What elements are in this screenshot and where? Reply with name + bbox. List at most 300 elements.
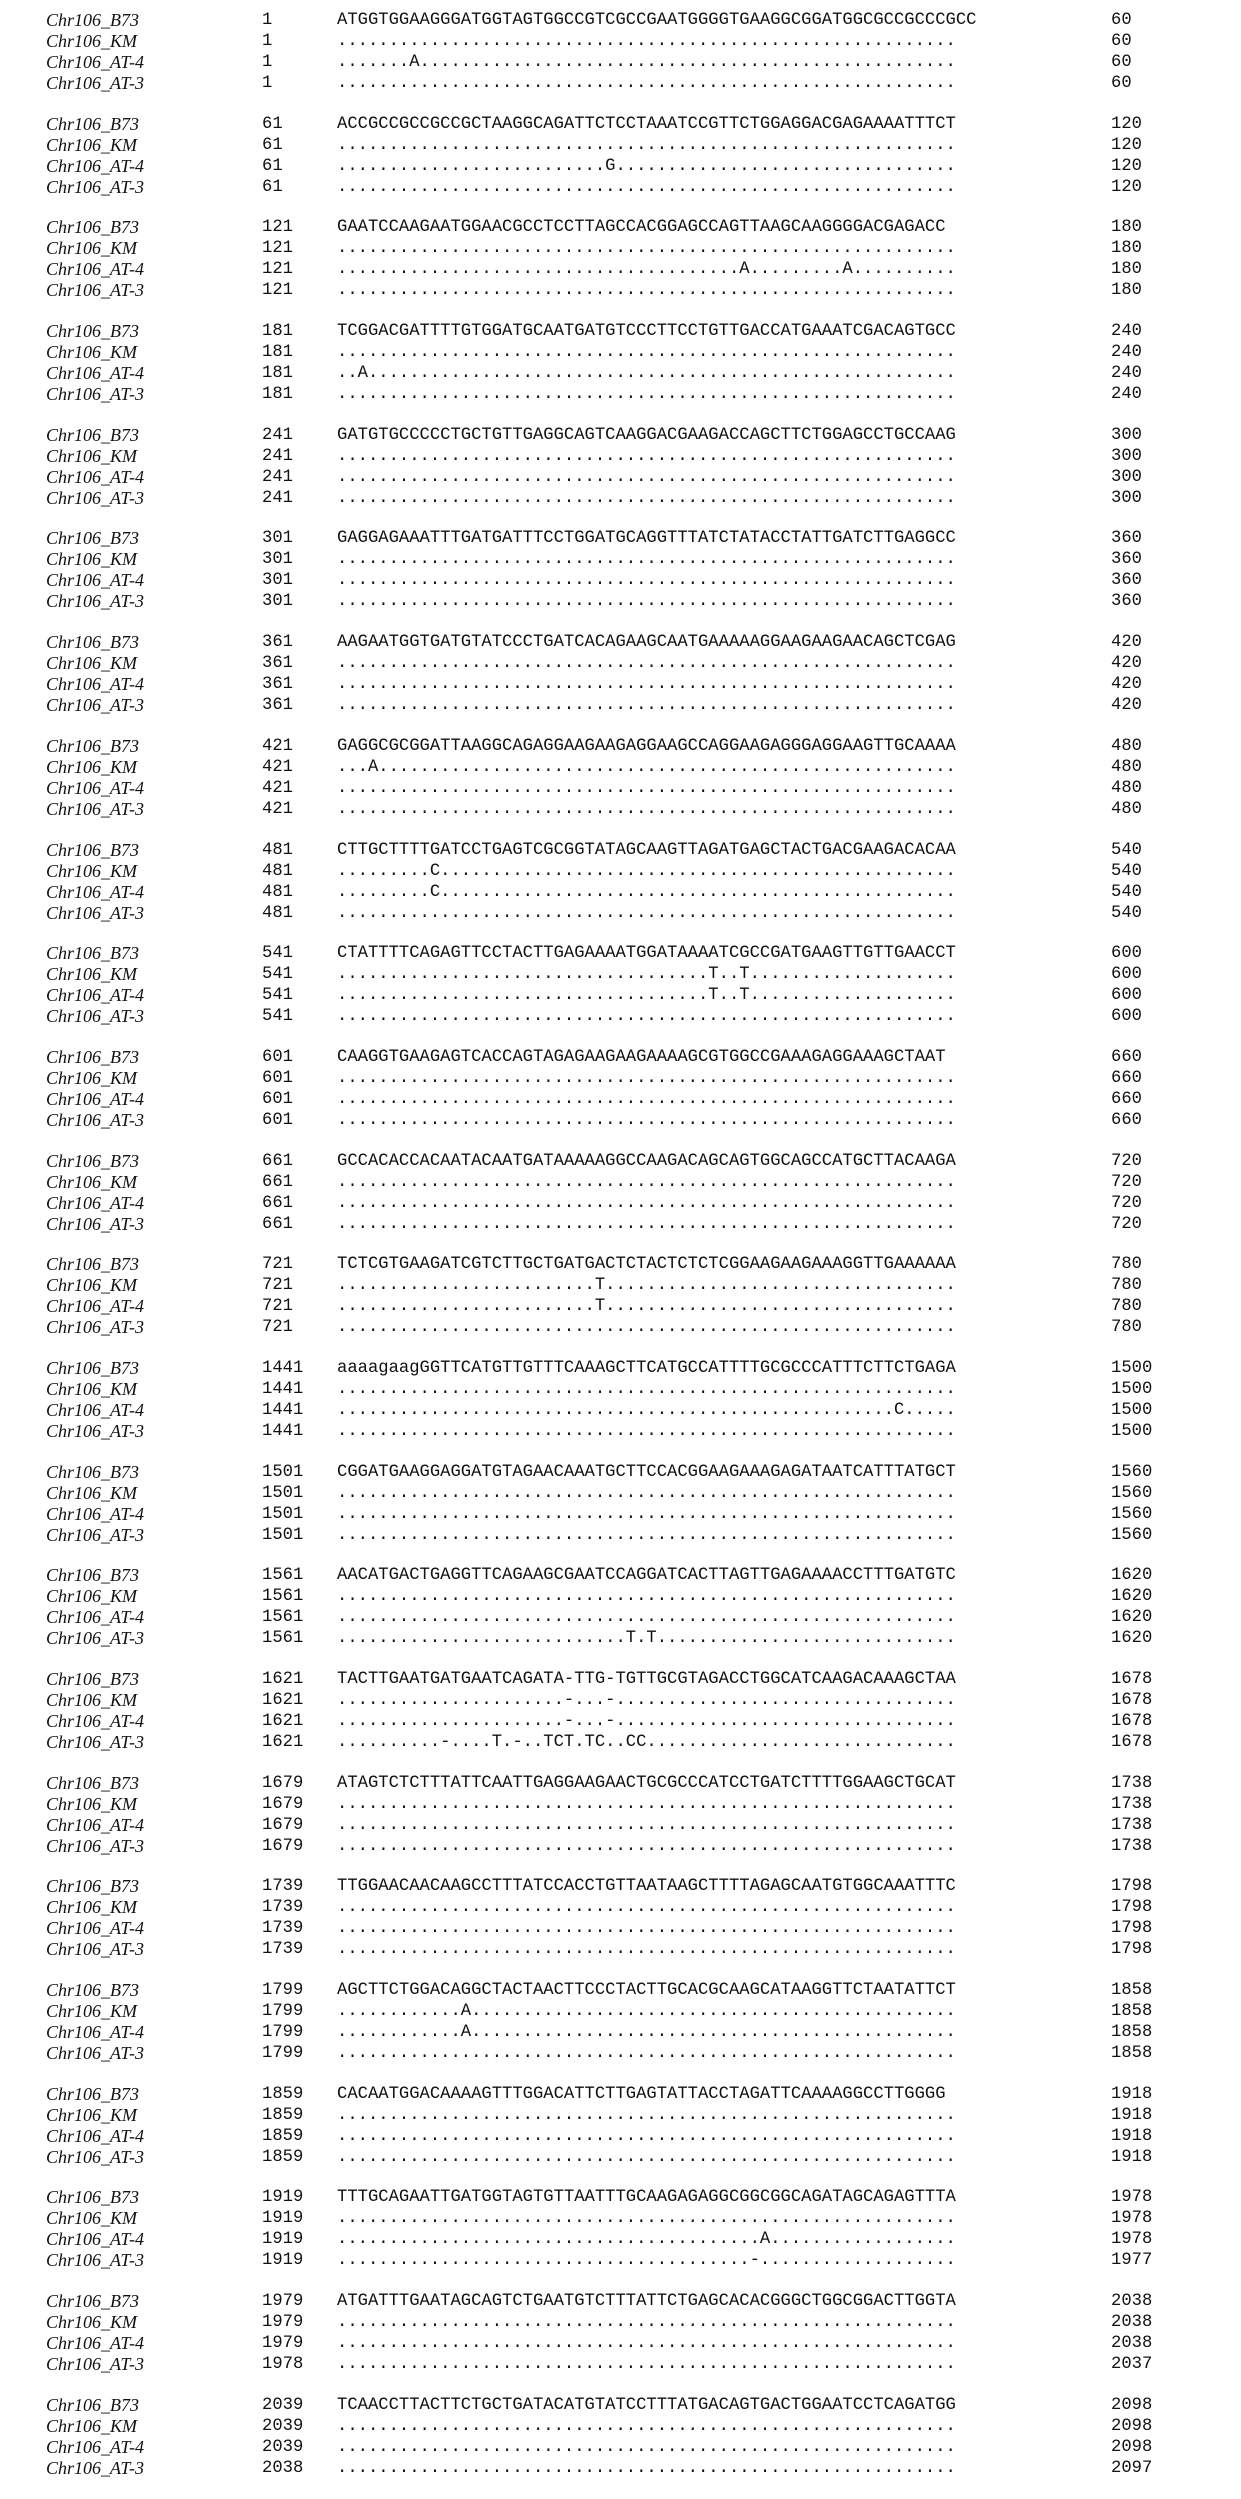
- sequence-string: GATGTGCCCCCTGCTGTTGAGGCAGTCAAGGACGAAGACCAGCTTCTGGAGCCTGCCAAG: [337, 425, 956, 445]
- sequence-name: Chr106_KM: [46, 653, 138, 674]
- end-position: 600: [1111, 944, 1142, 964]
- sequence-string: ATGGTGGAAGGGATGGTAGTGGCCGTCGCCGAATGGGGTGAAGGCGGATGGCGCCGCCCGCC: [337, 11, 977, 30]
- alignment-row: [46, 2001, 1226, 2022]
- start-position: 181: [262, 385, 293, 405]
- sequence-name: Chr106_KM: [46, 2208, 138, 2229]
- sequence-string: .........................................A..................: [337, 2230, 956, 2250]
- sequence-string: TCTCGTGAAGATCGTCTTGCTGATGACTCTACTCTCTCGGAAGAAGAAAGGTTGAAAAAA: [337, 1255, 956, 1275]
- sequence-string: ............................................................: [337, 1504, 956, 1524]
- end-position: 1858: [1111, 2002, 1153, 2022]
- sequence-string: ............................................................: [337, 2355, 956, 2375]
- sequence-name: Chr106_B73: [46, 2187, 140, 2208]
- sequence-name: Chr106_AT-3: [46, 384, 145, 405]
- start-position: 1679: [262, 1773, 304, 1793]
- alignment-row: [46, 736, 1226, 757]
- start-position: 1: [262, 32, 273, 51]
- alignment-row: [46, 1317, 1226, 1338]
- alignment-row: [46, 1897, 1226, 1918]
- sequence-string: ............................................................: [337, 488, 956, 508]
- sequence-string: ............................................................: [337, 1794, 956, 1814]
- end-position: 1560: [1111, 1462, 1153, 1482]
- end-position: 1678: [1111, 1691, 1153, 1710]
- end-position: 240: [1111, 322, 1142, 342]
- end-position: 600: [1111, 986, 1142, 1006]
- sequence-name: Chr106_B73: [46, 2291, 140, 2312]
- start-position: 1979: [262, 2313, 304, 2333]
- sequence-string: GAGGCGCGGATTAAGGCAGAGGAAGAAGAGGAAGCCAGGAAGAGGGAGGAAGTTGCAAAA: [337, 736, 956, 756]
- sequence-name: Chr106_KM: [46, 1378, 138, 1399]
- end-position: 540: [1111, 861, 1142, 881]
- sequence-name: Chr106_AT-3: [46, 2043, 145, 2064]
- sequence-string: ..........................G.................................: [337, 156, 956, 176]
- sequence-string: ............................................................: [337, 1815, 956, 1835]
- start-position: 1: [262, 53, 273, 72]
- sequence-string: ........................................-...................: [337, 2251, 956, 2271]
- start-position: 1859: [262, 2105, 304, 2125]
- sequence-string: ............................................................: [337, 1421, 956, 1441]
- sequence-string: ............................................................: [337, 1608, 956, 1628]
- sequence-name: Chr106_B73: [46, 1461, 140, 1482]
- start-position: 361: [262, 696, 293, 716]
- alignment-row: [46, 1711, 1226, 1732]
- start-position: 1919: [262, 2188, 304, 2208]
- alignment-row: [46, 467, 1226, 488]
- start-position: 361: [262, 675, 293, 695]
- end-position: 120: [1111, 135, 1142, 155]
- alignment-row: [46, 425, 1226, 446]
- alignment-row: [46, 1006, 1226, 1027]
- start-position: 1799: [262, 2002, 304, 2022]
- alignment-row: [46, 217, 1226, 238]
- start-position: 301: [262, 592, 293, 612]
- end-position: 480: [1111, 778, 1142, 798]
- sequence-string: aaaagaagGGTTCATGTTGTTTCAAAGCTTCATGCCATTTTGCGCCCATTTCTTCTGAGA: [337, 1358, 956, 1378]
- alignment-block: [46, 1151, 1226, 1255]
- sequence-string: ............................................................: [337, 1089, 956, 1109]
- end-position: 2097: [1111, 2458, 1153, 2478]
- sequence-name: Chr106_B73: [46, 1357, 140, 1378]
- alignment-row: [46, 985, 1226, 1006]
- alignment-row: [46, 1462, 1226, 1483]
- sequence-name: Chr106_AT-4: [46, 2436, 145, 2457]
- end-position: 300: [1111, 446, 1142, 466]
- alignment-row: [46, 2229, 1226, 2250]
- start-position: 721: [262, 1318, 293, 1338]
- start-position: 721: [262, 1255, 293, 1275]
- sequence-name: Chr106_AT-3: [46, 1835, 145, 1856]
- start-position: 1679: [262, 1815, 304, 1835]
- sequence-string: ............A...............................................: [337, 2002, 956, 2022]
- sequence-name: Chr106_AT-4: [46, 259, 145, 280]
- start-position: 541: [262, 944, 293, 964]
- end-position: 240: [1111, 385, 1142, 405]
- sequence-name: Chr106_KM: [46, 964, 138, 985]
- alignment-row: [46, 259, 1226, 280]
- end-position: 180: [1111, 260, 1142, 280]
- sequence-string: ............................................................: [337, 1525, 956, 1545]
- start-position: 361: [262, 654, 293, 674]
- start-position: 301: [262, 550, 293, 570]
- sequence-name: Chr106_KM: [46, 1793, 138, 1814]
- sequence-string: ............................................................: [337, 550, 956, 570]
- start-position: 1561: [262, 1629, 304, 1649]
- sequence-name: Chr106_KM: [46, 860, 138, 881]
- end-position: 540: [1111, 903, 1142, 923]
- start-position: 2039: [262, 2416, 304, 2436]
- alignment-block: [46, 1462, 1226, 1566]
- end-position: 1798: [1111, 1919, 1153, 1939]
- sequence-name: Chr106_AT-4: [46, 1296, 145, 1317]
- end-position: 180: [1111, 281, 1142, 301]
- sequence-string: ............................................................: [337, 385, 956, 405]
- end-position: 1918: [1111, 2084, 1153, 2104]
- start-position: 61: [262, 177, 283, 197]
- alignment-row: [46, 2105, 1226, 2126]
- start-position: 1799: [262, 1981, 304, 2001]
- end-position: 1500: [1111, 1379, 1153, 1399]
- end-position: 2038: [1111, 2292, 1153, 2312]
- sequence-name: Chr106_KM: [46, 2104, 138, 2125]
- alignment-row: [46, 363, 1226, 384]
- end-position: 1798: [1111, 1940, 1153, 1960]
- sequence-name: Chr106_AT-3: [46, 2457, 145, 2478]
- sequence-string: ......................................................C.....: [337, 1400, 956, 1420]
- alignment-row: [46, 2022, 1226, 2043]
- end-position: 360: [1111, 529, 1142, 549]
- end-position: 300: [1111, 425, 1142, 445]
- alignment-row: [46, 1421, 1226, 1442]
- alignment-row: [46, 1151, 1226, 1172]
- sequence-name: Chr106_AT-3: [46, 2146, 145, 2167]
- sequence-string: ............................................................: [337, 696, 956, 716]
- end-position: 780: [1111, 1318, 1142, 1338]
- sequence-string: ............................................................: [337, 2416, 956, 2436]
- sequence-name: Chr106_AT-3: [46, 1939, 145, 1960]
- sequence-name: Chr106_KM: [46, 1690, 138, 1710]
- alignment-row: [46, 695, 1226, 716]
- alignment-row: [46, 2043, 1226, 2064]
- end-position: 720: [1111, 1151, 1142, 1171]
- sequence-string: ............................................................: [337, 2044, 956, 2064]
- sequence-name: Chr106_AT-3: [46, 695, 145, 716]
- start-position: 1859: [262, 2147, 304, 2167]
- sequence-name: Chr106_AT-3: [46, 1732, 145, 1752]
- sequence-string: ....................................T..T....................: [337, 965, 956, 985]
- sequence-name: Chr106_B73: [46, 1980, 140, 2001]
- sequence-string: ............................................................: [337, 239, 956, 259]
- alignment-row: [46, 1939, 1226, 1960]
- alignment-row: [46, 2208, 1226, 2229]
- start-position: 1441: [262, 1379, 304, 1399]
- start-position: 1919: [262, 2251, 304, 2271]
- sequence-string: ............................................................: [337, 778, 956, 798]
- start-position: 61: [262, 135, 283, 155]
- start-position: 1441: [262, 1421, 304, 1441]
- alignment-row: [46, 321, 1226, 342]
- sequence-string: ............................................................: [337, 177, 956, 197]
- end-position: 180: [1111, 239, 1142, 259]
- sequence-name: Chr106_AT-4: [46, 52, 145, 72]
- sequence-name: Chr106_KM: [46, 31, 138, 51]
- sequence-string: ............A...............................................: [337, 2023, 956, 2043]
- alignment-block: [46, 217, 1226, 321]
- alignment-block: [46, 1876, 1226, 1980]
- alignment-row: [46, 488, 1226, 509]
- alignment-row: [46, 1047, 1226, 1068]
- alignment-row: [46, 1628, 1226, 1649]
- end-position: 420: [1111, 633, 1142, 653]
- sequence-string: ............................................................: [337, 2334, 956, 2354]
- start-position: 1799: [262, 2023, 304, 2043]
- alignment-row: [46, 2291, 1226, 2312]
- start-position: 241: [262, 425, 293, 445]
- end-position: 120: [1111, 156, 1142, 176]
- sequence-string: .........C..................................................: [337, 861, 956, 881]
- sequence-name: Chr106_AT-3: [46, 1628, 145, 1649]
- alignment-row: [46, 1732, 1226, 1753]
- start-position: 1501: [262, 1483, 304, 1503]
- sequence-string: GAATCCAAGAATGGAACGCCTCCTTAGCCACGGAGCCAGTTAAGCAAGGGGACGAGACC: [337, 218, 946, 238]
- sequence-name: Chr106_AT-3: [46, 1213, 145, 1234]
- sequence-name: Chr106_AT-4: [46, 881, 145, 902]
- sequence-string: GCCACACCACAATACAATGATAAAAAGGCCAAGACAGCAGTGGCAGCCATGCTTACAAGA: [337, 1151, 956, 1171]
- end-position: 660: [1111, 1047, 1142, 1067]
- alignment-row: [46, 1607, 1226, 1628]
- sequence-name: Chr106_B73: [46, 2083, 140, 2104]
- start-position: 121: [262, 260, 293, 280]
- alignment-block: [46, 321, 1226, 425]
- start-position: 1441: [262, 1400, 304, 1420]
- sequence-string: ............................................................: [337, 2126, 956, 2146]
- sequence-string: ............................................................: [337, 799, 956, 819]
- sequence-name: Chr106_KM: [46, 549, 138, 570]
- end-position: 2098: [1111, 2437, 1153, 2457]
- start-position: 121: [262, 281, 293, 301]
- end-position: 1738: [1111, 1773, 1153, 1793]
- start-position: 1561: [262, 1566, 304, 1586]
- alignment-block: [46, 1047, 1226, 1151]
- end-position: 660: [1111, 1110, 1142, 1130]
- start-position: 2039: [262, 2437, 304, 2457]
- alignment-row: [46, 861, 1226, 882]
- sequence-string: ............................................................: [337, 1919, 956, 1939]
- alignment-row: [46, 1565, 1226, 1586]
- sequence-string: ............................................................: [337, 571, 956, 591]
- end-position: 2098: [1111, 2395, 1153, 2415]
- start-position: 1621: [262, 1691, 304, 1710]
- end-position: 660: [1111, 1068, 1142, 1088]
- alignment-block: [46, 736, 1226, 840]
- end-position: 2038: [1111, 2313, 1153, 2333]
- end-position: 60: [1111, 74, 1132, 93]
- start-position: 1739: [262, 1940, 304, 1960]
- start-position: 301: [262, 529, 293, 549]
- sequence-string: .......A....................................................: [337, 53, 956, 72]
- sequence-string: ............................................................: [337, 2147, 956, 2167]
- end-position: 1738: [1111, 1815, 1153, 1835]
- start-position: 2038: [262, 2458, 304, 2478]
- sequence-name: Chr106_AT-4: [46, 985, 145, 1006]
- alignment-row: [46, 446, 1226, 467]
- end-position: 1500: [1111, 1421, 1153, 1441]
- end-position: 180: [1111, 218, 1142, 238]
- sequence-string: ............................................................: [337, 903, 956, 923]
- end-position: 600: [1111, 965, 1142, 985]
- sequence-string: ....................................T..T....................: [337, 986, 956, 1006]
- alignment-row: [46, 1690, 1226, 1711]
- end-position: 600: [1111, 1007, 1142, 1027]
- sequence-name: Chr106_KM: [46, 1067, 138, 1088]
- alignment-row: [46, 384, 1226, 405]
- alignment-row: [46, 778, 1226, 799]
- sequence-string: ATGATTTGAATAGCAGTCTGAATGTCTTTATTCTGAGCACACGGGCTGGCGGACTTGGTA: [337, 2292, 956, 2312]
- sequence-name: Chr106_B73: [46, 113, 140, 134]
- sequence-name: Chr106_AT-3: [46, 591, 145, 612]
- sequence-name: Chr106_AT-4: [46, 674, 145, 695]
- start-position: 481: [262, 840, 293, 860]
- end-position: 1678: [1111, 1733, 1153, 1752]
- alignment-row: [46, 1214, 1226, 1235]
- start-position: 1979: [262, 2334, 304, 2354]
- sequence-name: Chr106_B73: [46, 1669, 140, 1689]
- sequence-string: CACAATGGACAAAAGTTTGGACATTCTTGAGTATTACCTAGATTCAAAAGGCCTTGGGG: [337, 2084, 946, 2104]
- alignment-row: [46, 2437, 1226, 2458]
- start-position: 1621: [262, 1670, 304, 1689]
- sequence-name: Chr106_B73: [46, 2394, 140, 2415]
- start-position: 601: [262, 1110, 293, 1130]
- alignment-row: [46, 570, 1226, 591]
- alignment-row: [46, 653, 1226, 674]
- sequence-name: Chr106_AT-3: [46, 1109, 145, 1130]
- alignment-row: [46, 1773, 1226, 1794]
- sequence-string: CTTGCTTTTGATCCTGAGTCGCGGTATAGCAAGTTAGATGAGCTACTGACGAAGACACAA: [337, 840, 956, 860]
- start-position: 1441: [262, 1358, 304, 1378]
- end-position: 60: [1111, 32, 1132, 51]
- alignment-row: [46, 964, 1226, 985]
- end-position: 420: [1111, 675, 1142, 695]
- sequence-name: Chr106_AT-4: [46, 1607, 145, 1628]
- end-position: 540: [1111, 840, 1142, 860]
- alignment-block: [46, 1254, 1226, 1358]
- alignment-row: [46, 2147, 1226, 2168]
- sequence-name: Chr106_AT-3: [46, 2250, 145, 2271]
- alignment-block: [46, 1669, 1226, 1773]
- end-position: 480: [1111, 736, 1142, 756]
- start-position: 1: [262, 11, 273, 30]
- sequence-name: Chr106_KM: [46, 445, 138, 466]
- sequence-name: Chr106_AT-4: [46, 2022, 145, 2043]
- sequence-string: TTTGCAGAATTGATGGTAGTGTTAATTTGCAAGAGAGGCGGCGGCAGATAGCAGAGTTTA: [337, 2188, 956, 2208]
- end-position: 1620: [1111, 1608, 1153, 1628]
- alignment-row: [46, 2126, 1226, 2147]
- end-position: 480: [1111, 757, 1142, 777]
- sequence-string: .........C..................................................: [337, 882, 956, 902]
- sequence-name: Chr106_B73: [46, 424, 140, 445]
- end-position: 300: [1111, 488, 1142, 508]
- alignment-row: [46, 549, 1226, 570]
- start-position: 61: [262, 156, 283, 176]
- sequence-string: ............................................................: [337, 1193, 956, 1213]
- alignment-row: [46, 528, 1226, 549]
- sequence-name: Chr106_AT-4: [46, 1711, 145, 1731]
- alignment-block: [46, 1358, 1226, 1462]
- sequence-string: TCAACCTTACTTCTGCTGATACATGTATCCTTTATGACAGTGACTGGAATCCTCAGATGG: [337, 2395, 956, 2415]
- end-position: 60: [1111, 53, 1132, 72]
- alignment-row: [46, 757, 1226, 778]
- sequence-name: Chr106_AT-4: [46, 363, 145, 384]
- alignment-block: [46, 114, 1226, 218]
- sequence-string: ATAGTCTCTTTATTCAATTGAGGAAGAACTGCGCCCATCCTGATCTTTTGGAAGCTGCAT: [337, 1773, 956, 1793]
- end-position: 1620: [1111, 1587, 1153, 1607]
- end-position: 2038: [1111, 2334, 1153, 2354]
- alignment-row: [46, 2250, 1226, 2271]
- sequence-name: Chr106_AT-4: [46, 1192, 145, 1213]
- sequence-string: ...A........................................................: [337, 757, 956, 777]
- sequence-name: Chr106_KM: [46, 756, 138, 777]
- alignment-block: [46, 10, 1226, 114]
- end-position: 60: [1111, 11, 1132, 30]
- end-position: 300: [1111, 467, 1142, 487]
- sequence-string: ............................................................: [337, 1172, 956, 1192]
- sequence-string: ............................................................: [337, 1940, 956, 1960]
- alignment-row: [46, 52, 1226, 73]
- start-position: 1919: [262, 2209, 304, 2229]
- sequence-name: Chr106_B73: [46, 1876, 140, 1897]
- sequence-name: Chr106_AT-3: [46, 1420, 145, 1441]
- alignment-block: [46, 2395, 1226, 2499]
- sequence-name: Chr106_AT-4: [46, 2125, 145, 2146]
- alignment-block: [46, 840, 1226, 944]
- sequence-string: ............................................................: [337, 1068, 956, 1088]
- alignment-block: [46, 2187, 1226, 2291]
- start-position: 1501: [262, 1525, 304, 1545]
- start-position: 241: [262, 467, 293, 487]
- sequence-name: Chr106_B73: [46, 528, 140, 549]
- sequence-string: ............................................................: [337, 1007, 956, 1027]
- alignment-row: [46, 1794, 1226, 1815]
- alignment-row: [46, 1068, 1226, 1089]
- alignment-row: [46, 1172, 1226, 1193]
- sequence-string: ..........-....T.-..TCT.TC..CC..............................: [337, 1733, 956, 1752]
- alignment-row: [46, 238, 1226, 259]
- end-position: 1858: [1111, 1981, 1153, 2001]
- sequence-name: Chr106_B73: [46, 321, 140, 342]
- start-position: 1859: [262, 2084, 304, 2104]
- sequence-string: ............................................................: [337, 281, 956, 301]
- end-position: 120: [1111, 177, 1142, 197]
- start-position: 541: [262, 986, 293, 1006]
- end-position: 1620: [1111, 1629, 1153, 1649]
- start-position: 601: [262, 1068, 293, 1088]
- start-position: 121: [262, 239, 293, 259]
- sequence-string: CTATTTTCAGAGTTCCTACTTGAGAAAATGGATAAAATCGCCGATGAAGTTGTTGAACCT: [337, 944, 956, 964]
- start-position: 1979: [262, 2292, 304, 2312]
- alignment-row: [46, 73, 1226, 94]
- sequence-string: ............................T.T.............................: [337, 1629, 956, 1649]
- alignment-row: [46, 2416, 1226, 2437]
- sequence-name: Chr106_AT-3: [46, 902, 145, 923]
- start-position: 541: [262, 1007, 293, 1027]
- sequence-string: ............................................................: [337, 467, 956, 487]
- sequence-string: ............................................................: [337, 1379, 956, 1399]
- start-position: 1621: [262, 1712, 304, 1731]
- sequence-string: CAAGGTGAAGAGTCACCAGTAGAGAAGAAGAAAAGCGTGGCCGAAAGAGGAAAGCTAAT: [337, 1047, 946, 1067]
- alignment-block: [46, 528, 1226, 632]
- alignment-row: [46, 1815, 1226, 1836]
- start-position: 721: [262, 1276, 293, 1296]
- start-position: 241: [262, 446, 293, 466]
- end-position: 360: [1111, 571, 1142, 591]
